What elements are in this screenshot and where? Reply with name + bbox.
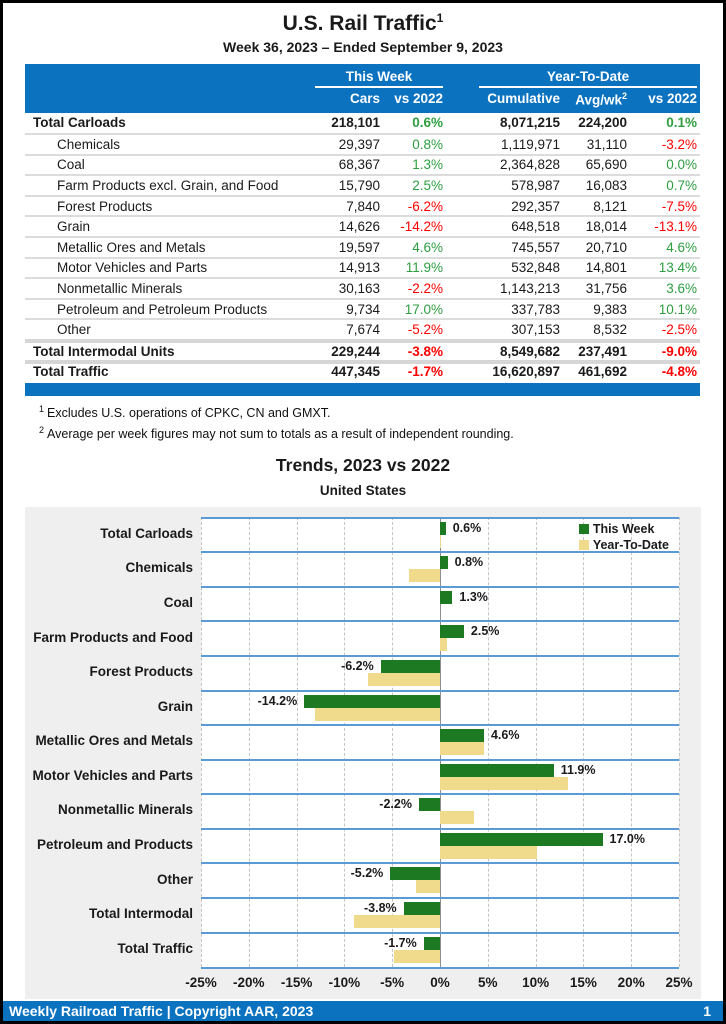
col-header-avg-wk: Avg/$wk^2$	[575, 91, 627, 108]
bar-this-week	[404, 902, 440, 915]
cell-cumulative: 532,848	[511, 260, 560, 276]
bar-value-label: 0.8%	[454, 555, 484, 570]
table-row	[25, 195, 700, 216]
cell-vs2022-week: -6.2%	[407, 198, 443, 214]
category-band	[201, 655, 679, 690]
row-label: Total Carloads	[33, 115, 126, 131]
row-label: Coal	[57, 157, 85, 173]
bar-this-week	[419, 798, 440, 811]
cell-avg-wk: 461,692	[578, 364, 627, 380]
category-label: Metallic Ores and Metals	[35, 733, 193, 749]
table-body	[25, 113, 700, 381]
footer-bar	[3, 999, 723, 1021]
cell-cumulative: 745,557	[511, 239, 560, 255]
chart-x-axis	[185, 974, 693, 995]
cell-cars: 9,734	[346, 301, 380, 317]
bar-value-label: 11.9%	[560, 762, 596, 777]
cell-vs2022-week: 4.6%	[412, 239, 443, 255]
cell-avg-wk: 20,710	[585, 239, 627, 255]
cell-vs2022-ytd: 13.4%	[658, 260, 697, 276]
group-header-year-to-date: Year-To-Date	[479, 69, 697, 88]
col-header-cumulative: Cumulative	[487, 91, 560, 106]
col-header-vs2022-week: vs 2022	[394, 91, 443, 106]
category-band	[201, 932, 679, 967]
bar-this-week	[440, 625, 464, 638]
category-label: Nonmetallic Minerals	[57, 802, 193, 818]
cell-avg-wk: 9,383	[593, 301, 627, 317]
bar-year-to-date	[440, 846, 537, 859]
cell-cumulative: 2,364,828	[499, 157, 560, 173]
cell-cars: 7,674	[346, 322, 380, 338]
cell-cumulative: 578,987	[511, 178, 560, 194]
bar-year-to-date	[354, 915, 440, 928]
bar-year-to-date	[315, 708, 440, 721]
x-axis-tick: -20%	[233, 974, 265, 990]
legend-item-year-to-date	[579, 538, 669, 552]
footer-page-number: 1	[703, 1003, 711, 1019]
cell-avg-wk: 31,756	[585, 281, 627, 297]
cell-vs2022-week: -1.7%	[407, 364, 443, 380]
bar-value-label: -3.8%	[364, 901, 397, 916]
cell-avg-wk: 8,532	[593, 322, 627, 338]
footnote: $^1$ Excludes U.S. operations of CPKC, CN and GMXT.	[39, 404, 331, 421]
chart-subtitle: United States	[319, 482, 407, 498]
cell-avg-wk: 8,121	[593, 198, 627, 214]
bar-this-week	[424, 937, 440, 950]
footnotes	[39, 404, 723, 441]
bar-value-label: 2.5%	[470, 624, 500, 639]
col-header-vs2022-ytd: vs 2022	[648, 91, 697, 106]
cell-vs2022-week: -5.2%	[407, 322, 443, 338]
cell-avg-wk: 31,110	[586, 136, 627, 152]
cell-cars: 29,397	[338, 136, 380, 152]
group-header-this-week: This Week	[315, 69, 443, 88]
cell-avg-wk: 224,200	[578, 115, 627, 131]
x-axis-tick: -5%	[380, 974, 405, 990]
cell-cars: 7,840	[346, 198, 380, 214]
category-label: Grain	[157, 698, 193, 714]
bar-year-to-date	[368, 673, 440, 686]
row-label: Petroleum and Petroleum Products	[57, 301, 268, 317]
row-label: Forest Products	[57, 198, 153, 214]
bar-year-to-date	[440, 638, 447, 651]
cell-vs2022-week: -2.2%	[407, 281, 443, 297]
category-label: Other	[156, 871, 193, 887]
x-axis-tick: -10%	[328, 974, 361, 990]
bar-year-to-date	[409, 569, 440, 582]
table-row	[25, 154, 700, 175]
category-label: Petroleum and Products	[36, 837, 193, 853]
cell-cars: 19,597	[338, 239, 380, 255]
bar-value-label: -2.2%	[379, 797, 412, 812]
cell-cars: 447,345	[331, 364, 380, 380]
cell-cumulative: 292,357	[511, 198, 560, 214]
legend-swatch-tan	[579, 540, 589, 550]
table-row	[25, 133, 700, 154]
bar-value-label: -14.2%	[257, 693, 298, 708]
bar-year-to-date	[440, 777, 568, 790]
trends-chart	[25, 507, 701, 1017]
table-row	[25, 298, 700, 319]
row-label: Nonmetallic Minerals	[57, 281, 183, 297]
cell-vs2022-week: 0.8%	[412, 136, 443, 152]
cell-cumulative: 337,783	[511, 301, 560, 317]
legend-swatch-green	[579, 524, 589, 534]
cell-vs2022-ytd: 4.6%	[666, 239, 697, 255]
category-label: Forest Products	[89, 664, 193, 680]
cell-vs2022-ytd: -2.5%	[661, 322, 697, 338]
cell-vs2022-week: 0.6%	[412, 115, 443, 131]
bar-value-label: 0.6%	[452, 520, 482, 535]
footnote: $^2$ Average per week figures may not sum to totals as a result of independent rounding.	[39, 425, 514, 442]
chart-plot-area	[201, 517, 679, 969]
cell-vs2022-ytd: -9.0%	[661, 343, 697, 359]
cell-vs2022-ytd: 3.6%	[666, 281, 697, 297]
category-label: Coal	[163, 594, 193, 610]
table-row	[25, 339, 700, 360]
table-row	[25, 360, 700, 381]
cell-avg-wk: 65,690	[585, 157, 627, 173]
category-band	[201, 759, 679, 794]
cell-vs2022-ytd: 0.0%	[666, 157, 697, 173]
category-band	[201, 586, 679, 621]
row-label: Metallic Ores and Metals	[57, 239, 206, 255]
bar-this-week	[440, 556, 448, 569]
footer-title: Weekly Railroad Traffic | Copyright AAR, 2023	[9, 1003, 314, 1019]
col-header-cars: Cars	[349, 91, 380, 106]
cell-cumulative: 8,071,215	[499, 115, 560, 131]
cell-vs2022-week: -3.8%	[407, 343, 443, 359]
category-band	[201, 828, 679, 863]
legend-label-year-to-date: Year-To-Date	[592, 537, 669, 552]
category-label: Total Traffic	[117, 940, 193, 956]
page-title: U.S. Rail Traffic$^1$	[282, 11, 444, 35]
bar-this-week	[440, 591, 452, 604]
category-band	[201, 724, 679, 759]
table-row	[25, 318, 700, 339]
cell-cars: 218,101	[331, 115, 380, 131]
category-band	[201, 793, 679, 828]
cell-cars: 229,244	[331, 343, 380, 359]
category-band	[201, 862, 679, 897]
table-row	[25, 113, 700, 134]
bar-value-label: -6.2%	[341, 658, 374, 673]
bar-year-to-date	[440, 811, 474, 824]
cell-cumulative: 16,620,897	[492, 364, 560, 380]
cell-cumulative: 307,153	[511, 322, 560, 338]
table-row	[25, 215, 700, 236]
category-band	[201, 690, 679, 725]
title-footnote-ref: 1	[436, 11, 444, 25]
cell-vs2022-ytd: -13.1%	[654, 219, 697, 235]
category-label: Total Carloads	[100, 525, 193, 541]
x-axis-tick: 5%	[478, 974, 498, 990]
chart-category-labels	[25, 517, 193, 967]
page-subtitle: Week 36, 2023 – Ended September 9, 2023	[223, 39, 503, 55]
cell-vs2022-week: 17.0%	[404, 301, 443, 317]
cell-vs2022-ytd: -3.2%	[661, 136, 697, 152]
bar-this-week	[381, 660, 440, 673]
bar-value-label: 4.6%	[490, 728, 520, 743]
x-axis-tick: -25%	[185, 974, 217, 990]
chart-title: Trends, 2023 vs 2022	[275, 454, 451, 475]
cell-cumulative: 648,518	[511, 219, 560, 235]
row-label: Total Intermodal Units	[33, 343, 175, 359]
cell-cars: 14,913	[338, 260, 380, 276]
traffic-table	[25, 64, 700, 396]
table-row	[25, 277, 700, 298]
x-axis-tick: 25%	[665, 974, 693, 990]
category-band	[201, 620, 679, 655]
row-label: Other	[57, 322, 91, 338]
cell-avg-wk: 14,801	[585, 260, 627, 276]
table-bottom-bar	[25, 383, 700, 396]
bar-value-label: 17.0%	[609, 831, 645, 846]
cell-vs2022-week: 2.5%	[412, 178, 443, 194]
cell-vs2022-ytd: 10.1%	[658, 301, 697, 317]
row-label: Total Traffic	[33, 364, 109, 380]
bar-this-week	[440, 729, 484, 742]
x-axis-tick: -15%	[280, 974, 313, 990]
table-row	[25, 257, 700, 278]
bar-year-to-date	[440, 742, 484, 755]
row-label: Farm Products excl. Grain, and Food	[57, 178, 279, 194]
category-band	[201, 897, 679, 932]
bar-year-to-date	[416, 880, 440, 893]
x-axis-tick: 0%	[430, 974, 450, 990]
cell-cumulative: 1,119,971	[500, 136, 560, 152]
cell-avg-wk: 16,083	[585, 178, 627, 194]
bar-year-to-date	[394, 950, 440, 963]
cell-cars: 30,163	[338, 281, 380, 297]
cell-vs2022-ytd: 0.1%	[666, 115, 697, 131]
cell-cumulative: 8,549,682	[499, 343, 560, 359]
x-axis-tick: 15%	[569, 974, 597, 990]
cell-vs2022-ytd: -4.8%	[661, 364, 697, 380]
cell-avg-wk: 18,014	[585, 219, 627, 235]
cell-vs2022-week: -14.2%	[400, 219, 443, 235]
x-axis-tick: 10%	[522, 974, 550, 990]
chart-legend	[579, 522, 669, 554]
cell-cumulative: 1,143,213	[499, 281, 560, 297]
category-label: Total Intermodal	[88, 906, 193, 922]
bar-this-week	[390, 867, 440, 880]
legend-label-this-week: This Week	[592, 521, 655, 536]
gridline	[679, 517, 680, 967]
category-band	[201, 551, 679, 586]
cell-vs2022-ytd: 0.7%	[666, 178, 697, 194]
cell-cars: 68,367	[338, 157, 380, 173]
bar-this-week	[440, 764, 554, 777]
bar-year-to-date	[440, 535, 441, 548]
table-header	[25, 64, 700, 113]
cell-cars: 14,626	[338, 219, 380, 235]
row-label: Grain	[57, 219, 91, 235]
bar-value-label: -1.7%	[384, 935, 417, 950]
bar-this-week	[440, 522, 446, 535]
table-row	[25, 174, 700, 195]
cell-cars: 15,790	[338, 178, 380, 194]
chart-bars	[201, 517, 679, 967]
row-label: Motor Vehicles and Parts	[57, 260, 208, 276]
category-label: Motor Vehicles and Parts	[32, 767, 193, 783]
bar-this-week	[304, 695, 440, 708]
row-label: Chemicals	[57, 136, 121, 152]
bar-value-label: 1.3%	[459, 589, 488, 604]
table-row	[25, 236, 700, 257]
cell-vs2022-week: 1.3%	[412, 157, 443, 173]
legend-item-this-week	[579, 522, 669, 536]
cell-avg-wk: 237,491	[578, 343, 627, 359]
x-axis-tick: 20%	[617, 974, 645, 990]
bar-value-label: -5.2%	[350, 866, 384, 881]
category-label: Farm Products and Food	[33, 629, 193, 645]
cell-vs2022-ytd: -7.5%	[661, 198, 697, 214]
bar-this-week	[440, 833, 603, 846]
cell-vs2022-week: 11.9%	[405, 260, 443, 276]
category-label: Chemicals	[125, 560, 193, 576]
